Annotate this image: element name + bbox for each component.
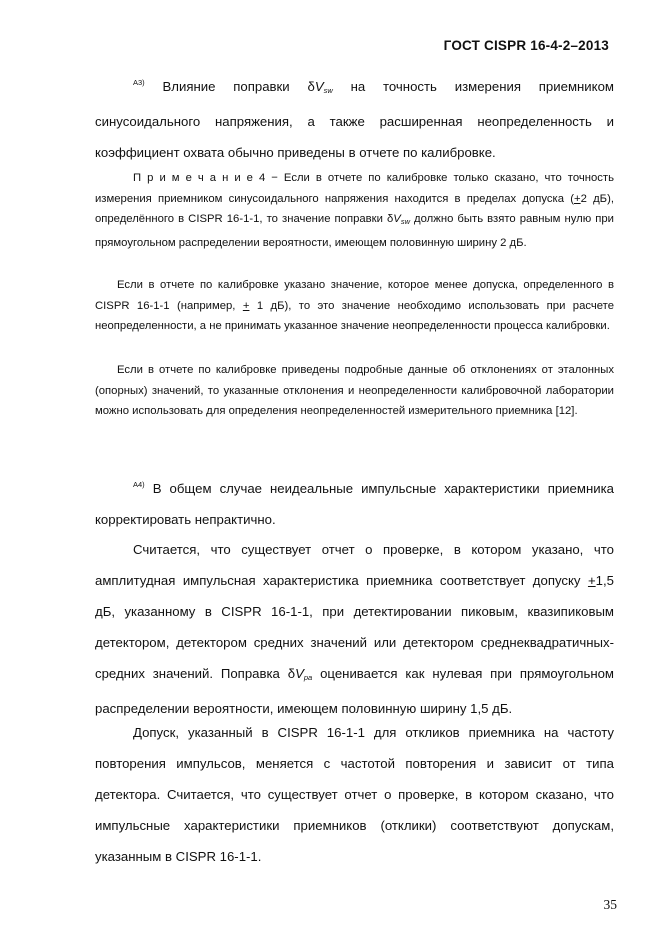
paragraph-a4: $^{А4)}$ В общем случае неидеальные импульсные характеристики приемника корректировать непрактично. xyxy=(95,480,614,527)
paragraph-a3: $^{А3)}$ Влияние поправки $\delta V_{sw}$ на точность измерения приемником синусоидального напряжения, а также расширенная неопределенность и коэффициент охвата обычно приведены в отчете по калибровке. xyxy=(95,78,614,160)
note-paragraph-3: Если в отчете по калибровке приведены подробные данные об отклонениях от эталонных (опорных) значений, то указанные отклонения и неопределенности калибровочной лаборатории можно использовать для определения неопределенностей измерительного приемника [12]. xyxy=(95,364,614,417)
page-number: 35 xyxy=(603,897,617,912)
footnote-marker-a4: А4) xyxy=(133,480,145,489)
footnote-marker-a3: А3) xyxy=(133,78,145,87)
note-paragraph-2: Если в отчете по калибровке указано значение, которое менее допуска, определенного в CISPR 16-1-1 (например, + 1 дБ), то это значение необходимо использовать при расчете неопределенности, а не принимать указанное значение неопределенности процесса калибровки. xyxy=(95,279,614,332)
document-header: ГОСТ CISPR 16-4-2–2013 xyxy=(443,38,609,53)
paragraph-repetition-rate: Допуск, указанный в CISPR 16-1-1 для откликов приемника на частоту повторения импульсов, меняется с частотой повторения и зависит от типа детектора. Считается, что существует отчет о проверке, в котором сказано, что импульсные характеристики приемников (отклики) соответствуют допускам, указанным в CISPR 16-1-1. xyxy=(95,725,614,864)
paragraph-pulse-amplitude: Считается, что существует отчет о проверке, в котором указано, что амплитудная импульсная характеристика приемника соответствует допуску +1,5 дБ, указанному в CISPR 16-1-1, при детектировании пиковым, квазипиковым детектором, детектором средних значений или детектором среднеквадратичных-средних значений. Поправка $\delta V_{pa}$ оценивается как нулевая при прямоугольном распределении вероятности, имеющем половинную ширину 1,5 дБ. xyxy=(95,542,614,716)
note-4: П р и м е ч а н и е 4 − Если в отчете по калибровке только сказано, что точность измерения приемником синусоидального напряжения находится в пределах допуска (+2 дБ), определённого в CISPR 16-1-1, то значение поправки $\delta V_{sw}$ должно быть взято равным нулю при прямоугольном распределении вероятности, имеющем половинную ширину 2 дБ. xyxy=(95,172,614,249)
